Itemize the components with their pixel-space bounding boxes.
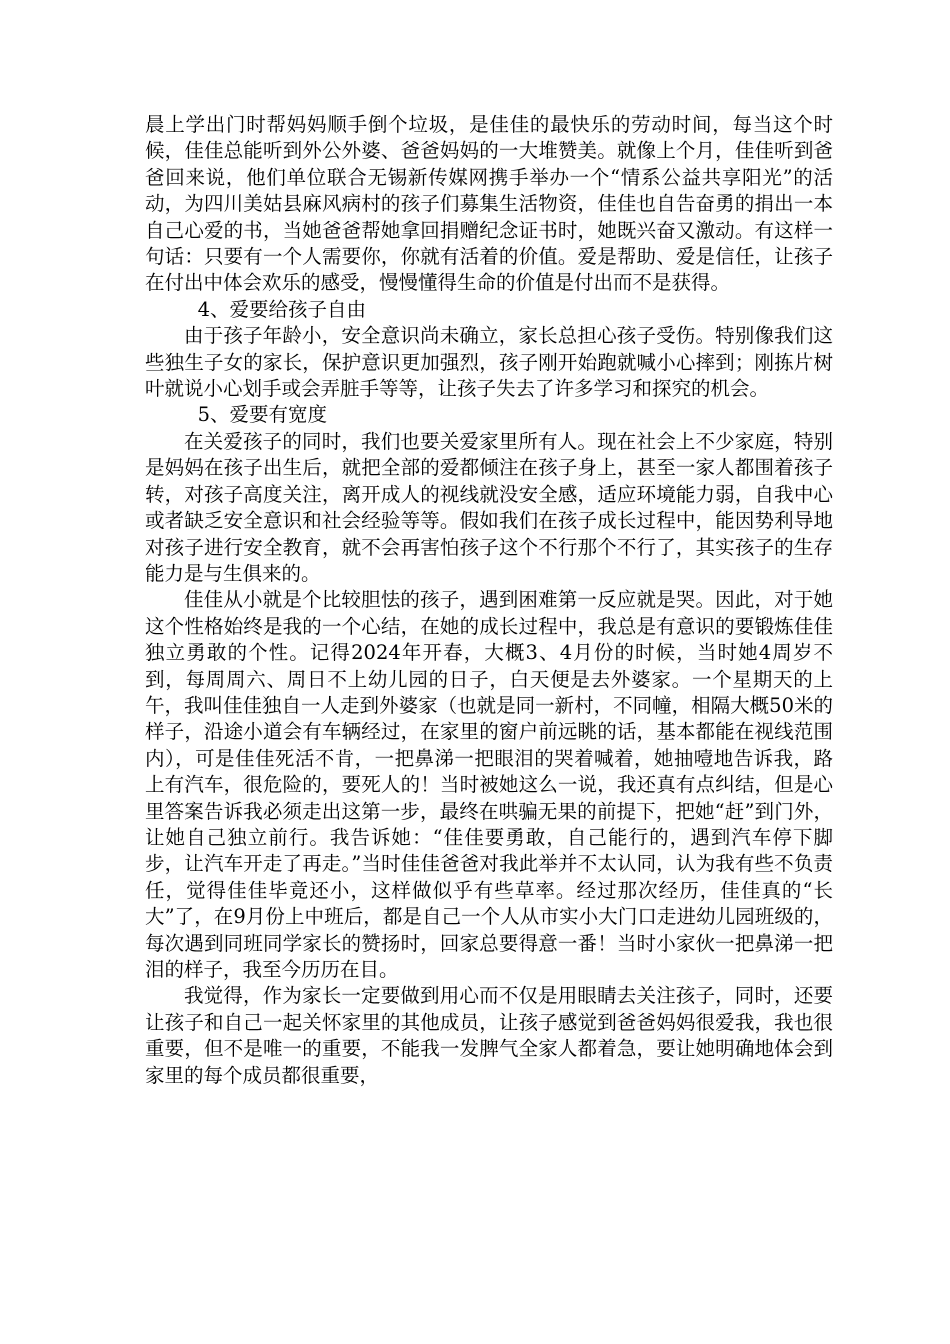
paragraph-3: 在关爱孩子的同时，我们也要关爱家里所有人。现在社会上不少家庭，特别是妈妈在孩子出生后，就把全部的爱都倾注在孩子身上，甚至一家人都围着孩子转，对孩子高度关注，离开成人的视线就没安全感，适应环境能力弱，自我中心或者缺乏安全意识和社会经验等等。假如我们在孩子成长过程中，能因势利导地对孩子进行安全教育，就不会再害怕孩子这个不行那个不行了，其实孩子的生存能力是与生俱来的。 — [145, 429, 833, 585]
paragraph-5: 我觉得，作为家长一定要做到用心而不仅是用眼睛去关注孩子，同时，还要让孩子和自己一起关怀家里的其他成员，让孩子感觉到爸爸妈妈很爱我，我也很重要，但不是唯一的重要，不能我一发脾气全家人都着急，要让她明确地体会到家里的每个成员都很重要， — [145, 984, 833, 1087]
document-page — [145, 112, 833, 1089]
paragraph-1: 晨上学出门时帮妈妈顺手倒个垃圾，是佳佳的最快乐的劳动时间，每当这个时候，佳佳总能听到外公外婆、爸爸妈妈的一大堆赞美。就像上个月，佳佳听到爸爸回来说，他们单位联合无锡新传媒网携手举办一个“情系公益共享阳光”的活动，为四川美姑县麻风病村的孩子们募集生活物资，佳佳也自告奋勇的捐出一本自己心爱的书，当她爸爸帮她拿回捐赠纪念证书时，她既兴奋又激动。有这样一句话：只要有一个人需要你，你就有活着的价值。爱是帮助、爱是信任，让孩子在付出中体会欢乐的感受，慢慢懂得生命的价值是付出而不是获得。 — [145, 113, 833, 295]
section-heading-4: 4、爱要给孩子自由 — [197, 297, 367, 321]
paragraph-4: 佳佳从小就是个比较胆怯的孩子，遇到困难第一反应就是哭。因此，对于她这个性格始终是我的一个心结，在她的成长过程中，我总是有意识的要锻炼佳佳独立勇敢的个性。记得2024年开春，大概3、4月份的时候，当时她4周岁不到，每周周六、周日不上幼儿园的日子，白天便是去外婆家。一个星期天的上午，我叫佳佳独自一人走到外婆家（也就是同一新村，不同幢，相隔大概50米的样子，沿途小道会有车辆经过，在家里的窗户前远眺的话，基本都能在视线范围内），可是佳佳死活不肯，一把鼻涕一把眼泪的哭着喊着，她抽噎地告诉我，路上有汽车，很危险的，要死人的！当时被她这么一说，我还真有点纠结，但是心里答案告诉我必须走出这第一步，最终在哄骗无果的前提下，把她“赶”到门外，让她自己独立前行。我告诉她：“佳佳要勇敢，自己能行的，遇到汽车停下脚步，让汽车开走了再走。”当时佳佳爸爸对我此举并不太认同，认为我有些不负责任，觉得佳佳毕竟还小，这样做似乎有些草率。经过那次经历，佳佳真的“长大”了，在9月份上中班后，都是自己一个人从市实小大门口走进幼儿园班级的，每次遇到同班同学家长的赞扬时，回家总要得意一番！当时小家伙一把鼻涕一把泪的样子，我至今历历在目。 — [145, 588, 833, 981]
section-heading-5: 5、爱要有宽度 — [197, 403, 328, 427]
paragraph-2: 由于孩子年龄小，安全意识尚未确立，家长总担心孩子受伤。特别像我们这些独生子女的家长，保护意识更加强烈，孩子刚开始跑就喊小心摔到；刚拣片树叶就说小心划手或会弄脏手等等，让孩子失去了许多学习和探究的机会。 — [145, 324, 833, 401]
